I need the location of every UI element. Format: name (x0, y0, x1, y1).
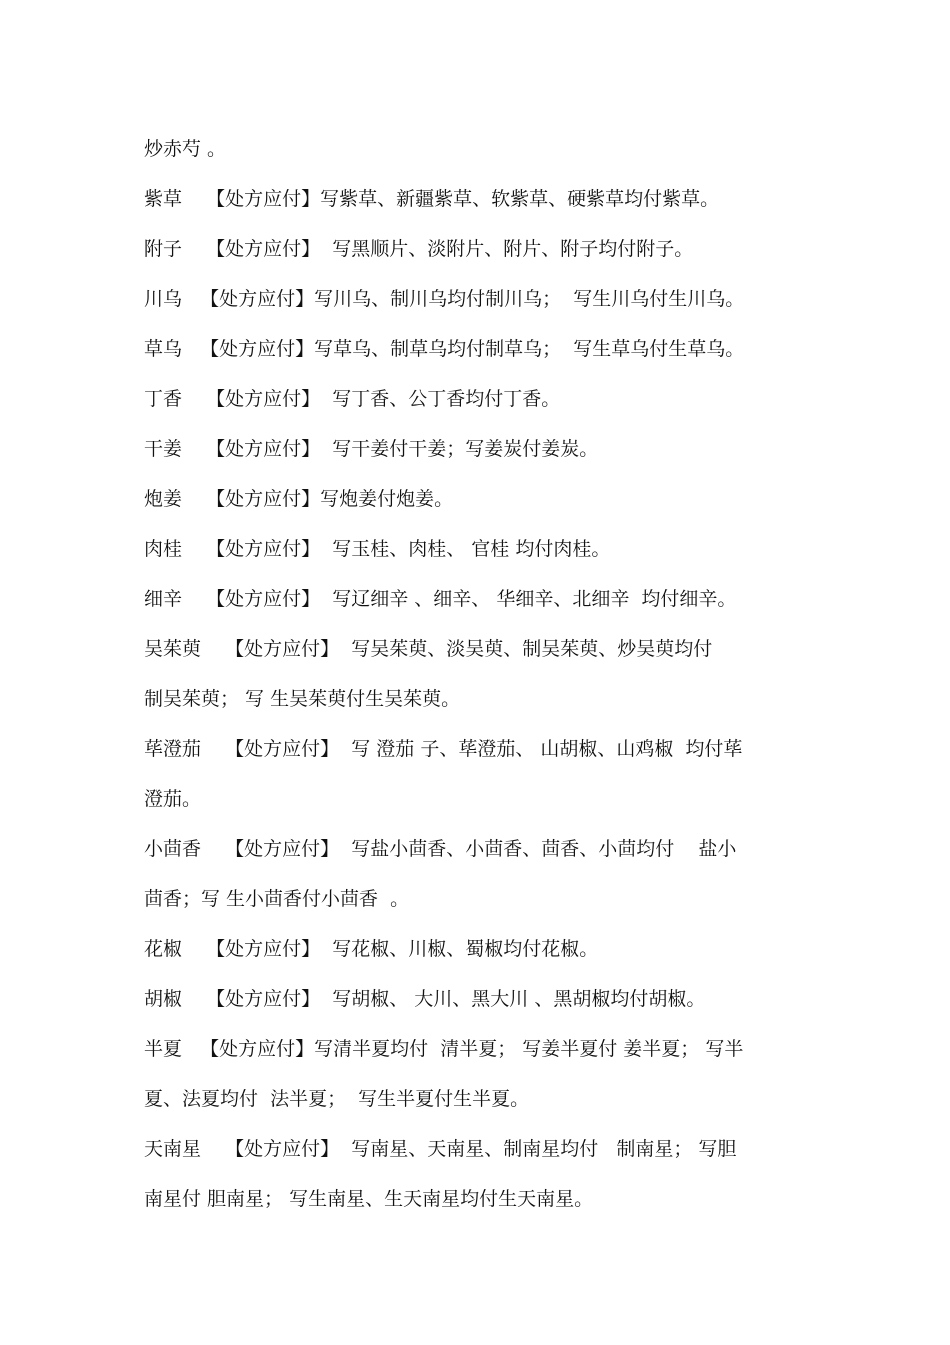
text-line: 炮姜 【处方应付】写炮姜付炮姜。 (144, 488, 454, 510)
text-line: 南星付 胆南星； 写生南星、生天南星均付生天南星。 (144, 1188, 594, 1210)
text-line: 炒赤芍 。 (144, 138, 227, 160)
text-line: 细辛 【处方应付】 写辽细辛 、细辛、 华细辛、北细辛 均付细辛。 (144, 588, 737, 610)
text-line: 丁香 【处方应付】 写丁香、公丁香均付丁香。 (144, 388, 561, 410)
text-line: 小茴香 【处方应付】 写盐小茴香、小茴香、茴香、小茴均付 盐小 (144, 838, 737, 860)
text-line: 天南星 【处方应付】 写南星、天南星、制南星均付 制南星； 写胆 (144, 1138, 737, 1160)
text-line: 荜澄茄 【处方应付】 写 澄茄 子、荜澄茄、 山胡椒、山鸡椒 均付荜 (144, 738, 743, 760)
text-line: 肉桂 【处方应付】 写玉桂、肉桂、 官桂 均付肉桂。 (144, 538, 611, 560)
text-line: 附子 【处方应付】 写黑顺片、淡附片、附片、附子均付附子。 (144, 238, 694, 260)
text-line: 川乌 【处方应付】写川乌、制川乌均付制川乌； 写生川乌付生川乌。 (144, 288, 745, 310)
text-line: 花椒 【处方应付】 写花椒、川椒、蜀椒均付花椒。 (144, 938, 599, 960)
text-line: 茴香；写 生小茴香付小茴香 。 (144, 888, 410, 910)
text-line: 半夏 【处方应付】写清半夏均付 清半夏； 写姜半夏付 姜半夏； 写半 (144, 1038, 744, 1060)
text-line: 澄茄。 (144, 788, 202, 810)
text-line: 干姜 【处方应付】 写干姜付干姜；写姜炭付姜炭。 (144, 438, 599, 460)
document-body (144, 124, 809, 1224)
text-line: 胡椒 【处方应付】 写胡椒、 大川、黑大川 、黑胡椒均付胡椒。 (144, 988, 706, 1010)
text-line: 吴茱萸 【处方应付】 写吴茱萸、淡吴萸、制吴茱萸、炒吴萸均付 (144, 638, 713, 660)
text-line: 草乌 【处方应付】写草乌、制草乌均付制草乌； 写生草乌付生草乌。 (144, 338, 745, 360)
text-line: 制吴茱萸； 写 生吴茱萸付生吴茱萸。 (144, 688, 461, 710)
text-line: 紫草 【处方应付】写紫草、新疆紫草、软紫草、硬紫草均付紫草。 (144, 188, 720, 210)
text-line: 夏、法夏均付 法半夏； 写生半夏付生半夏。 (144, 1088, 530, 1110)
